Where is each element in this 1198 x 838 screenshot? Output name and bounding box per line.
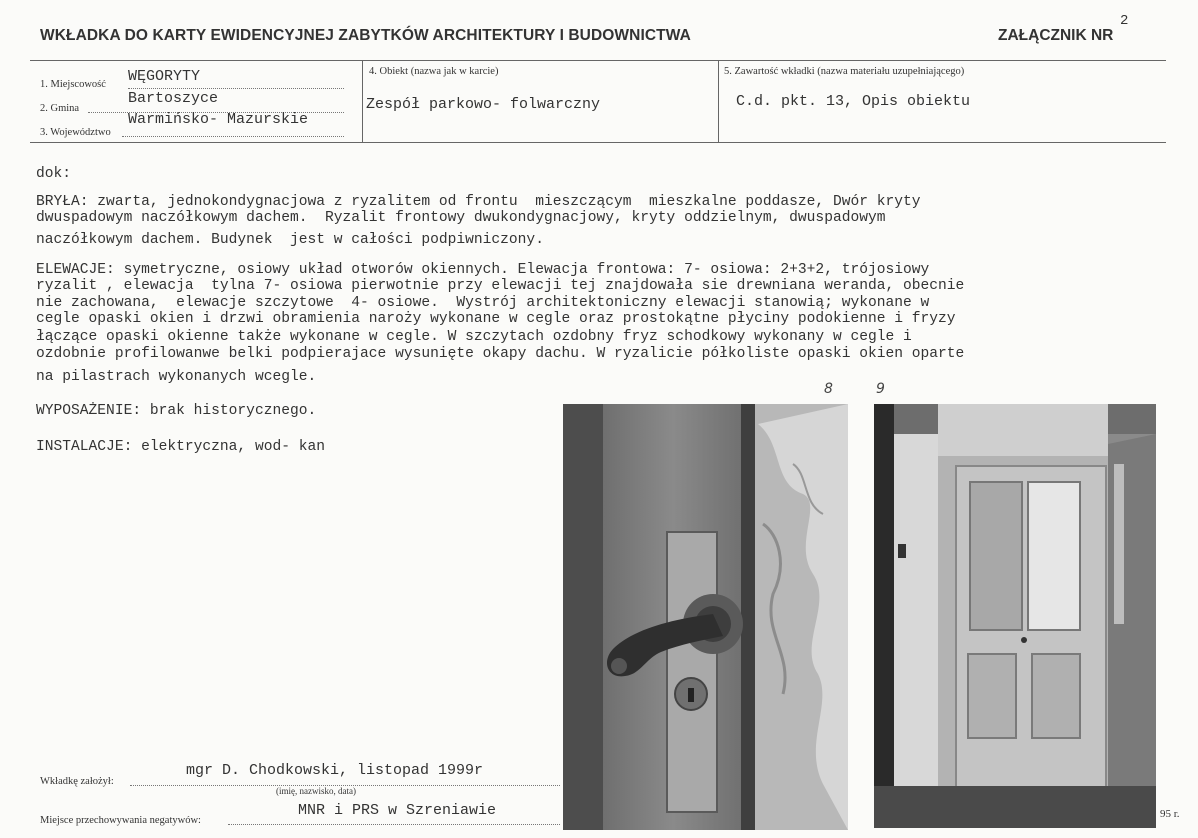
gmina-value: Bartoszyce (128, 90, 219, 107)
photo-2-number: 9 (876, 381, 885, 397)
form-divider-2 (718, 60, 719, 142)
zawartosc-value: C.d. pkt. 13, Opis obiektu (736, 93, 971, 110)
gmina-label: 2. Gmina (40, 103, 80, 114)
bryla-line-1: BRYŁA: zwarta, jednokondygnacjowa z ryzalitem od frontu mieszczącym mieszkalne poddasze, Dwór kryty (36, 194, 921, 210)
instalacje-text: INSTALACJE: elektryczna, wod- kan (36, 439, 326, 455)
wyposazenie-text: WYPOSAŻENIE: brak historycznego. (36, 403, 317, 419)
wojewodztwo-label: 3. Województwo (40, 127, 111, 138)
obiekt-label: 4. Obiekt (nazwa jak w karcie) (369, 66, 499, 77)
photo-1-number: 8 (824, 381, 833, 397)
dok-label: dok: (36, 166, 72, 182)
negatives-value: MNR i PRS w Szreniawie (298, 802, 497, 819)
annex-label: ZAŁĄCZNIK NR (998, 27, 1114, 44)
bryla-line-3: naczółkowym dachem. Budynek jest w całości podpiwniczony. (36, 232, 544, 248)
elewacje-line-2: ryzalit , elewacja tylna 7- osiowa pierwotnie przy elewacji tej znajdowała sie drewniana weranda, obecnie (36, 278, 965, 294)
elewacje-line-6: ozdobnie profilowanwe belki podpierajace wysunięte okapy dachu. W ryzalicie półkoliste opaski okien oparte (36, 346, 965, 362)
zawartosc-label: 5. Zawartość wkładki (nazwa materiału uzupełniającego) (724, 66, 965, 77)
wojewodztwo-dots (122, 136, 344, 137)
annex-number: 2 (1120, 13, 1129, 29)
miejscowosc-value: WĘGORYTY (128, 68, 201, 85)
elewacje-line-1: ELEWACJE: symetryczne, osiowy układ otworów okiennych. Elewacja frontowa: 7- osiowa: 2+3+2, trójosiowy (36, 262, 930, 278)
form-bottom-border (30, 142, 1166, 143)
author-hint: (imię, nazwisko, data) (276, 786, 356, 796)
corner-mark: 95 r. (1160, 808, 1180, 820)
miejscowosc-label: 1. Miejscowość (40, 79, 106, 90)
photo-interior-door (874, 404, 1156, 828)
form-top-border (30, 60, 1166, 61)
elewacje-line-7: na pilastrach wykonanych wcegle. (36, 369, 317, 385)
elewacje-line-4: cegle opaski okien i drzwi obramienia naroży wykonane w cegle oraz prostokątne płyciny podokienne i fryzy (36, 311, 956, 327)
negatives-label: Miejsce przechowywania negatywów: (40, 815, 201, 826)
elewacje-line-5: łączące opaski okienne także wykonane w cegle. W szczytach ozdobny fryz schodkowy wykonany w cegle i (36, 329, 912, 345)
bryla-line-2: dwuspadowym naczółkowym dachem. Ryzalit frontowy dwukondygnacjowy, kryty oddzielnym, dwuspadowym (36, 210, 886, 226)
photo-door-handle (563, 404, 848, 830)
form-divider-1 (362, 60, 363, 142)
obiekt-value: Zespół parkowo- folwarczny (366, 96, 601, 113)
wojewodztwo-value: Warmińsko- Mazurskie (128, 111, 309, 128)
negatives-dots (228, 824, 560, 825)
author-value: mgr D. Chodkowski, listopad 1999r (186, 762, 484, 779)
elewacje-line-3: nie zachowana, elewacje szczytowe 4- osiowe. Wystrój architektoniczny elewacji stanowią; wykonane w (36, 295, 930, 311)
author-label: Wkładkę założył: (40, 776, 114, 787)
document-title: WKŁADKA DO KARTY EWIDENCYJNEJ ZABYTKÓW ARCHITEKTURY I BUDOWNICTWA (40, 27, 691, 44)
miejscowosc-dots (128, 88, 344, 89)
